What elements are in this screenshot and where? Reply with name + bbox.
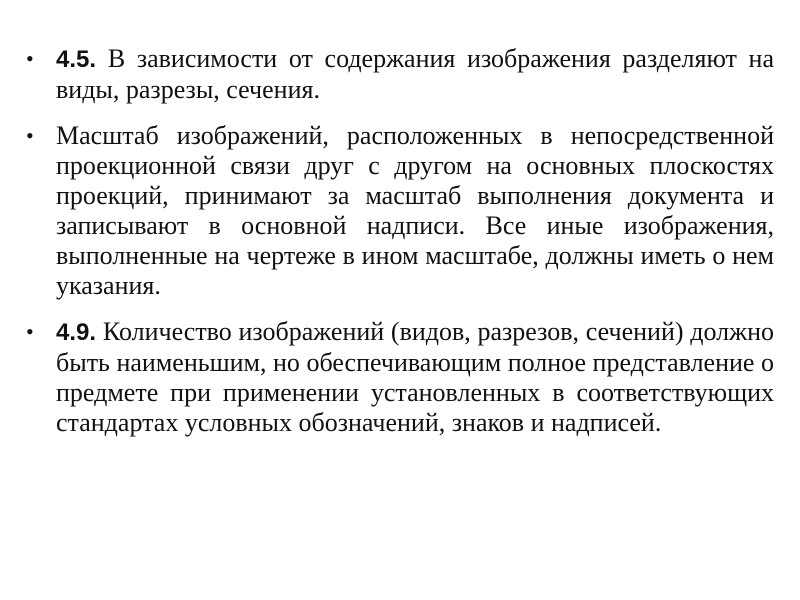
bullet-item-4-9 — [24, 317, 774, 438]
item-text: Масштаб изображений, расположенных в непосредственной проекционной связи друг с другом на основных плоскостях проекций, принимают за масштаб выполнения документа и записывают в основной надписи. Все иные изображения, выполненные на чертеже в ином масштабе, должны иметь о нем указания. — [56, 121, 774, 300]
item-number: 4.5. — [56, 46, 108, 73]
bullet-dot-icon: • — [26, 46, 34, 71]
bullet-dot-icon: • — [26, 123, 34, 148]
bullet-item-scale — [24, 121, 774, 301]
item-text: В зависимости от содержания изображения разделяют на виды, разрезы, сечения. — [56, 44, 775, 104]
item-number: 4.9. — [56, 319, 103, 346]
bullet-dot-icon: • — [26, 319, 34, 344]
item-text: Количество изображений (видов, разрезов, сечений) должно быть наименьшим, но обеспечивающим полное представление о предмете при применении установленных в соответствующих стандартах условных обозначений, знаков и надписей. — [56, 317, 774, 437]
bullet-list — [24, 44, 774, 454]
bullet-item-4-5 — [24, 44, 774, 105]
